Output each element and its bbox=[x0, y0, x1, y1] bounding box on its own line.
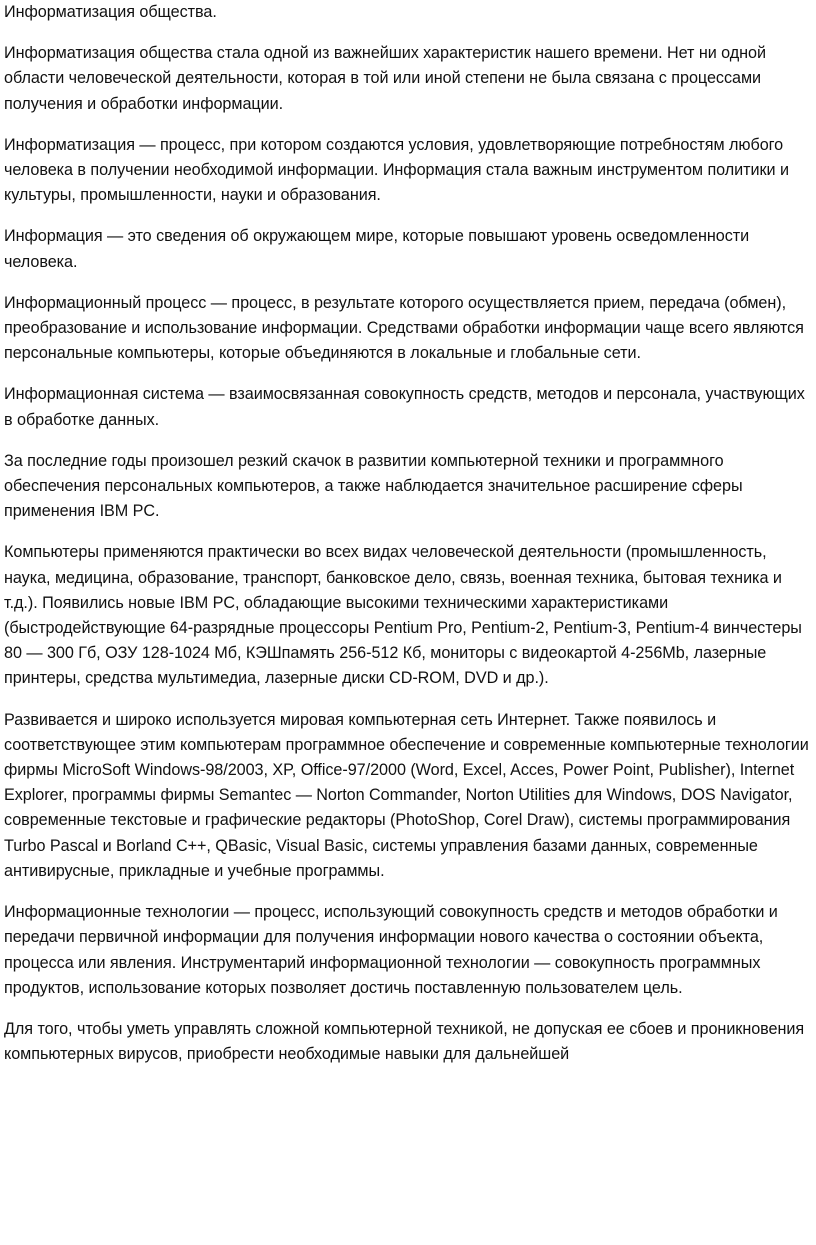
paragraph-information-technologies: Информационные технологии — процесс, использующий совокупность средств и методов обработки и передачи первичной информации для получения информации нового качества о состоянии объекта, процесса или явления. Инструментарий информационной технологии — совокупность программных продуктов, использование которых позволяет достичь поставленную пользователем цель. bbox=[4, 903, 778, 997]
paragraph-computer-usage: Компьютеры применяются практически во всех видах человеческой деятельности (промышленность, наука, медицина, образование, транспорт, банковское дело, связь, военная техника, бытовая техника и т.д.). Появились новые IBM PC, обладающие высокими техническими характеристиками (быстродействующие 64-разрядные процессоры Pentium Pro, Pentium-2, Pentium-3, Pentium-4 винчестеры 80 — 300 Гб, ОЗУ 128-1024 Мб, КЭШпамять 256-512 Кб, мониторы с видеокартой 4-256Mb, лазерные принтеры, средства мультимедиа, лазерные диски CD-ROM, DVD и др.). bbox=[4, 543, 802, 688]
paragraph-information-system: Информационная система — взаимосвязанная совокупность средств, методов и персонала, участвующих в обработке данных. bbox=[4, 385, 805, 429]
paragraph-computer-skills: Для того, чтобы уметь управлять сложной компьютерной техникой, не допуская ее сбоев и проникновения компьютерных вирусов, приобрести необходимые навыки для дальнейшей bbox=[4, 1019, 805, 1064]
document-heading: Информатизация общества. bbox=[4, 3, 217, 21]
paragraph-informatization-definition: Информатизация — процесс, при котором создаются условия, удовлетворяющие потребностям любого человека в получении необходимой информации. Информация стала важным инструментом политики и культуры, промышленности, науки и образования. bbox=[4, 135, 789, 205]
paragraph-informatization-intro: Информатизация общества стала одной из важнейших характеристик нашего времени. Нет ни одной области человеческой деятельности, которая в той или иной степени не была связана с процессами получения и обработки информации. bbox=[4, 44, 766, 113]
paragraph-information-process: Информационный процесс — процесс, в результате которого осуществляется прием, передача (обмен), преобразование и использование информации. Средствами обработки информации чаще всего являются персональные компьютеры, которые объединяются в локальные и глобальные сети. bbox=[4, 293, 804, 363]
paragraph-information-definition: Информация — это сведения об окружающем мире, которые повышают уровень осведомленности человека. bbox=[4, 227, 750, 271]
paragraph-computer-progress: За последние годы произошел резкий скачок в развитии компьютерной техники и программного обеспечения персональных компьютеров, а также наблюдается значительное расширение сферы применения IBM PC. bbox=[4, 451, 743, 521]
paragraph-internet-software: Развивается и широко используется мировая компьютерная сеть Интернет. Также появилось и соответствующее этим компьютерам программное обеспечение и современные компьютерные технологии фирмы MicroSoft Windows-98/2003, XP, Office-97/2000 (Word, Excel, Acces, Power Point, Publisher), Internet Explorer, программы фирмы Semantec — Norton Commander, Norton Utilities для Windows, DOS Navigator, современные текстовые и графические редакторы (PhotoShop, Corel Draw), системы программирования Turbo Pascal и Borland C++, QBasic, Visual Basic, системы управления базами данных, современные антивирусные, прикладные и учебные программы. bbox=[4, 710, 809, 880]
